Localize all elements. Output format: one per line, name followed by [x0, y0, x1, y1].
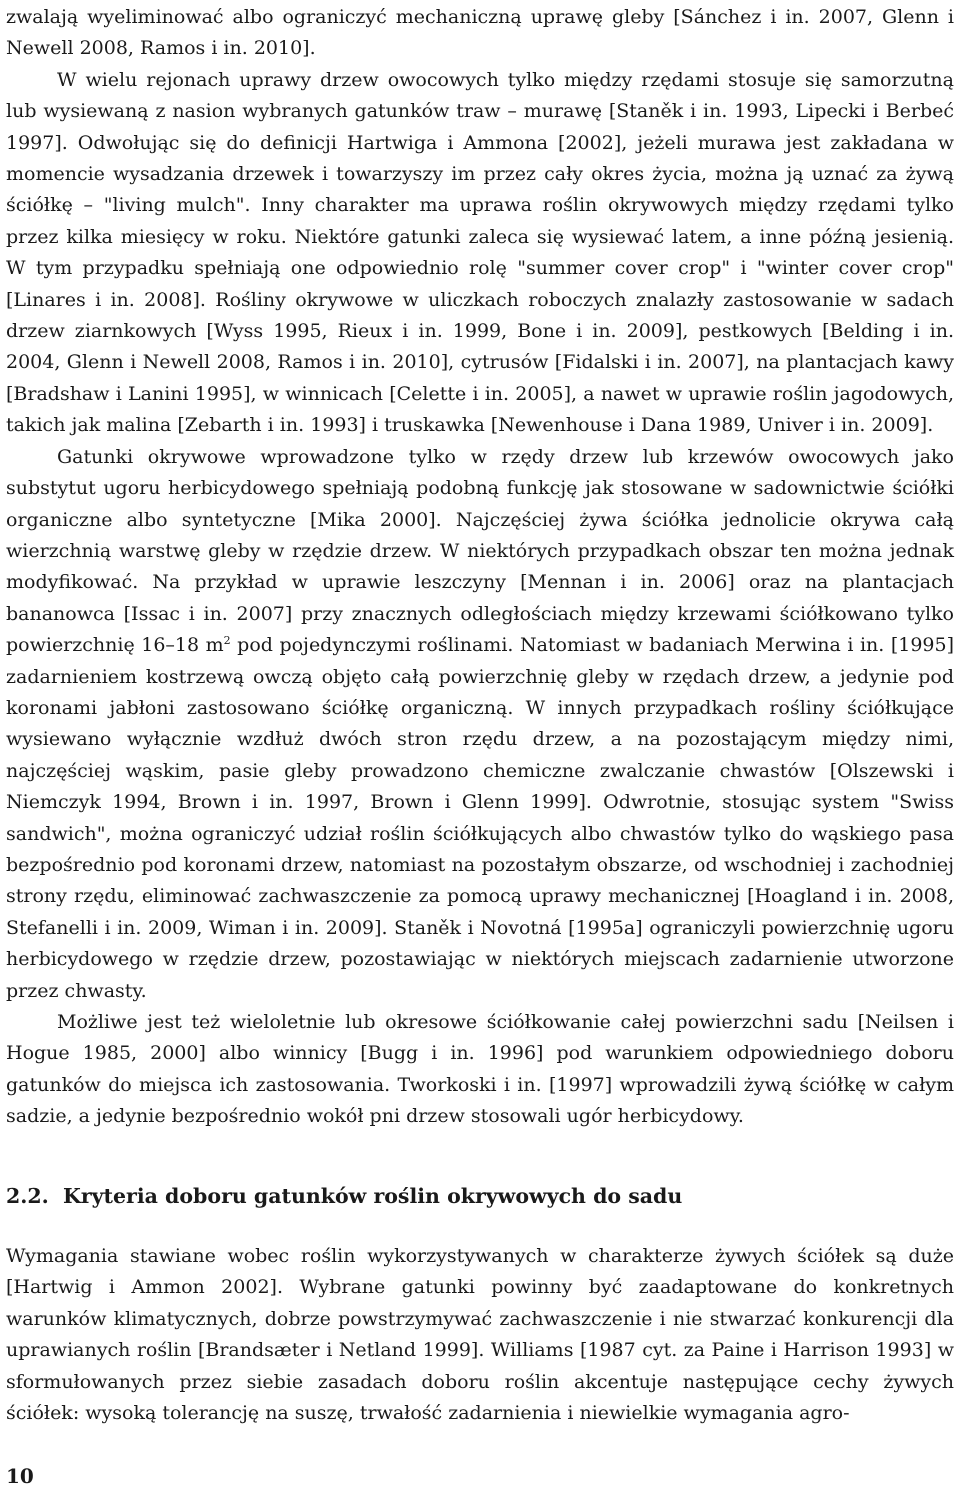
- section-title: Kryteria doboru gatunków roślin okrywowych do sadu: [63, 1184, 683, 1208]
- paragraph-whole-orchard-mulching: Możliwe jest też wieloletnie lub okresowe ściółkowanie całej powierzchni sadu [Neilsen i Hogue 1985, 2000] albo winnicy [Bugg i in. 1996] pod warunkiem odpowiedniego doboru gatunków do miejsca ich zastosowania. Tworkoski i in. [1997] wprowadzili żywą ściółkę w całym sadzie, a jedynie bezpośrednio wokół pni drzew stosowali ugór herbicydowy.: [6, 1011, 954, 1128]
- section-body: [6, 1241, 954, 1429]
- section-number: 2.2.: [6, 1184, 49, 1208]
- paragraph-cover-crops-between-rows: W wielu rejonach uprawy drzew owocowych tylko między rzędami stosuje się samorzutną lub wysiewaną z nasion wybranych gatunków traw – murawę [Staněk i in. 1993, Lipecki i Berbeć 1997]. Odwołując się do definicji Hartwiga i Ammona [2002], jeżeli murawa jest zakładana w momencie wysadzania drzewek i towarzyszy im przez cały okres życia, można ją uznać za żywą ściółkę – "living mulch". Inny charakter ma uprawa roślin okrywowych między rzędami tylko przez kilka miesięcy w roku. Niektóre gatunki zaleca się wysiewać latem, a inne późną jesienią. W tym przypadku spełniają one odpowiednio rolę "summer cover crop" i "winter cover crop" [Linares i in. 2008]. Rośliny okrywowe w uliczkach roboczych znalazły zastosowanie w sadach drzew ziarnkowych [Wyss 1995, Rieux i in. 1999, Bone i in. 2009], pestkowych [Belding i in. 2004, Glenn i Newell 2008, Ramos i in. 2010], cytrusów [Fidalski i in. 2007], na plantacjach kawy [Bradshaw i Lanini 1995], w winnicach [Celette i in. 2005], a nawet w uprawie roślin jagodowych, takich jak malina [Zebarth i in. 1993] i truskawka [Newenhouse i Dana 1989, Univer i in. 2009].: [6, 68, 954, 437]
- paragraph-text-continued: pod pojedynczymi roślinami. Natomiast w badaniach Merwina i in. [1995] zadarnieniem kostrzewą owczą objęto całą powierzchnię gleby w rzędach drzew, a jedynie pod koronami jabłoni zastosowano ściółkę organiczną. W innych przypadkach rośliny ściółkujące wysiewano wyłącznie wzdłuż dwóch stron rzędu drzew, a na pozostającym między nimi, najczęściej wąskim, pasie gleby prowadzono chemiczne zwalczanie chwastów [Olszewski i Niemczyk 1994, Brown i in. 1997, Brown i Glenn 1999]. Odwrotnie, stosując system "Swiss sandwich", można ograniczyć udział roślin ściółkujących albo chwastów tylko do wąskiego pasa bezpośrednio pod koronami drzew, natomiast na pozostałym obszarze, od wschodniej i zachodniej strony rzędu, eliminować zachwaszczenie za pomocą uprawy mechanicznej [Hoagland i in. 2008, Stefanelli i in. 2009, Wiman i in. 2009]. Staněk i Novotná [1995a] ograniczyli powierzchnię ugoru herbicydowego w rzędzie drzew, pozostawiając w niektórych miejscach zadarnienie utworzone przez chwasty.: [6, 634, 954, 1002]
- paragraph-continuation: zwalają wyeliminować albo ograniczyć mechaniczną uprawę gleby [Sánchez i in. 2007, Glenn i Newell 2008, Ramos i in. 2010].: [6, 6, 954, 60]
- paragraph-selection-criteria: Wymagania stawiane wobec roślin wykorzystywanych w charakterze żywych ściółek są duże [Hartwig i Ammon 2002]. Wybrane gatunki powinny być zaadaptowane do konkretnych warunków klimatycznych, dobrze powstrzymywać zachwaszczenie i nie stwarzać konkurencji dla uprawianych roślin [Brandsæter i Netland 1999]. Williams [1987 cyt. za Paine i Harrison 1993] w sformułowanych przez siebie zasadach doboru roślin akcentuje następujące cechy żywych ściółek: wysoką tolerancję na suszę, trwałość zadarnienia i niewielkie wymagania agro-: [6, 1245, 954, 1425]
- body-text: [6, 2, 954, 1133]
- paragraph-cover-species-in-rows: [6, 442, 954, 1007]
- page-number: 10: [6, 1464, 34, 1488]
- paragraph-text: Gatunki okrywowe wprowadzone tylko w rzędy drzew lub krzewów owocowych jako substytut ugoru herbicydowego spełniają podobną funkcję jak stosowane w sadownictwie ściółki organiczne albo syntetyczne [Mika 2000]. Najczęściej żywa ściółka jednolicie okrywa całą wierzchnią warstwę gleby w rzędzie drzew. W niektórych przypadkach obszar ten można jednak modyfikować. Na przykład w uprawie leszczyny [Mennan i in. 2006] oraz na plantacjach bananowca [Issac i in. 2007] przy znacznych odległościach między krzewami ściółkowano tylko powierzchnię 16–18 m: [6, 445, 954, 657]
- section-heading: [6, 1181, 682, 1211]
- superscript-exponent: 2: [223, 634, 231, 648]
